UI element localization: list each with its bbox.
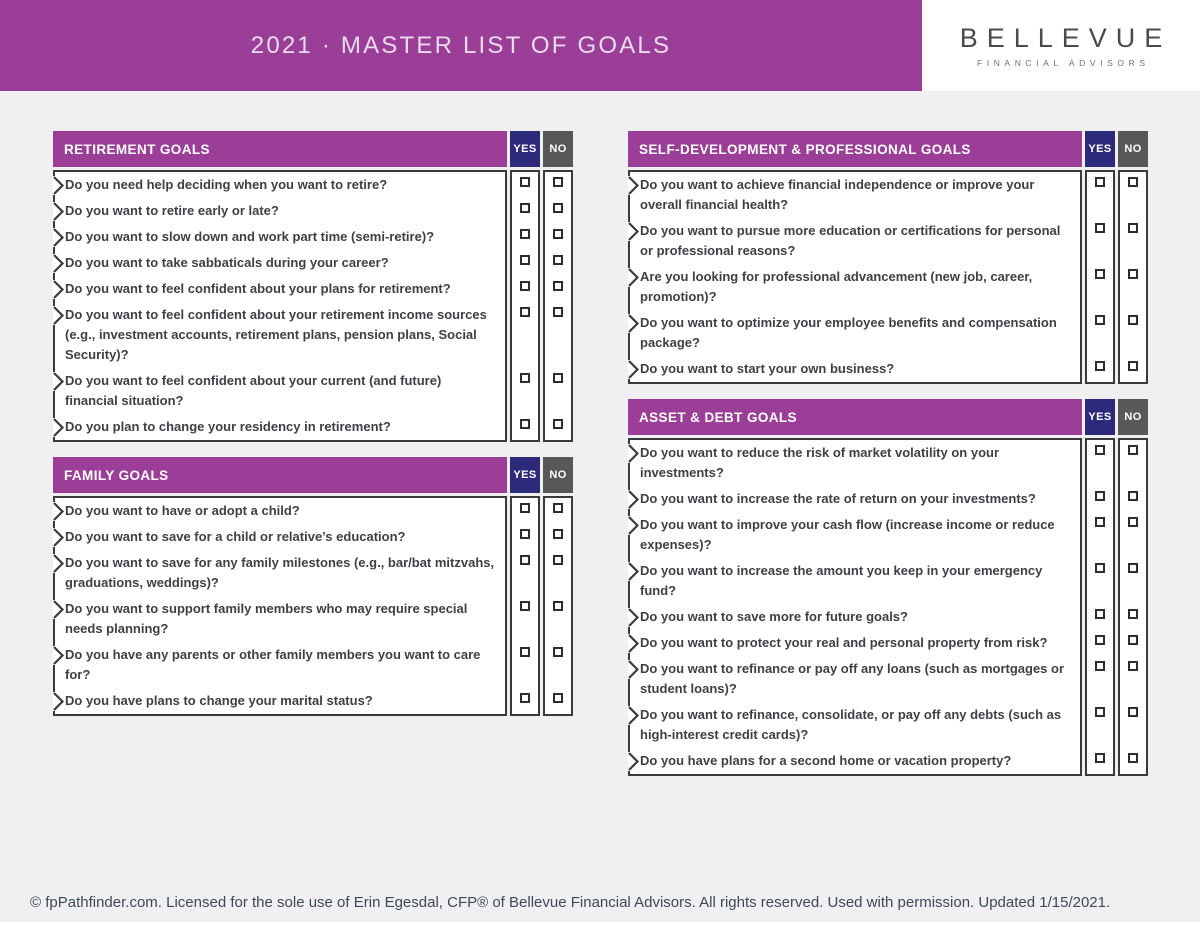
no-cell bbox=[1118, 264, 1148, 310]
yes-checkbox[interactable] bbox=[520, 307, 530, 317]
question-text bbox=[53, 414, 507, 442]
yes-cell bbox=[510, 596, 540, 642]
question-label: Do you want to optimize your employee benefits and compensation package? bbox=[640, 315, 1057, 350]
yes-checkbox[interactable] bbox=[1095, 707, 1105, 717]
yes-checkbox[interactable] bbox=[520, 229, 530, 239]
question-label: Do you want to save more for future goals? bbox=[640, 609, 908, 624]
chevron-bullet-icon bbox=[628, 222, 640, 241]
no-checkbox[interactable] bbox=[553, 419, 563, 429]
question-text bbox=[53, 276, 507, 302]
question-text bbox=[628, 218, 1082, 264]
no-checkbox[interactable] bbox=[1128, 491, 1138, 501]
question-label: Do you need help deciding when you want to retire? bbox=[65, 177, 388, 192]
no-cell bbox=[1118, 218, 1148, 264]
chevron-bullet-icon bbox=[628, 314, 640, 333]
no-checkbox[interactable] bbox=[1128, 361, 1138, 371]
question-text bbox=[628, 604, 1082, 630]
yes-column-header: YES bbox=[510, 131, 540, 167]
yes-checkbox[interactable] bbox=[1095, 315, 1105, 325]
no-checkbox[interactable] bbox=[553, 229, 563, 239]
question-label: Do you have plans for a second home or vacation property? bbox=[640, 753, 1012, 768]
no-checkbox[interactable] bbox=[1128, 753, 1138, 763]
yes-cell bbox=[1085, 702, 1115, 748]
chevron-bullet-icon bbox=[628, 176, 640, 195]
no-cell bbox=[543, 224, 573, 250]
yes-checkbox[interactable] bbox=[520, 693, 530, 703]
yes-cell bbox=[510, 276, 540, 302]
brand-logo-tagline: FINANCIAL ADVISORS bbox=[976, 58, 1150, 68]
yes-checkbox[interactable] bbox=[1095, 269, 1105, 279]
yes-cell bbox=[510, 414, 540, 442]
question-text bbox=[53, 688, 507, 716]
yes-cell bbox=[510, 302, 540, 368]
yes-cell bbox=[1085, 218, 1115, 264]
no-checkbox[interactable] bbox=[1128, 445, 1138, 455]
yes-checkbox[interactable] bbox=[520, 373, 530, 383]
yes-cell bbox=[1085, 356, 1115, 384]
yes-cell bbox=[510, 368, 540, 414]
left-column bbox=[53, 131, 573, 776]
no-cell bbox=[543, 368, 573, 414]
section-header bbox=[628, 131, 1148, 167]
chevron-bullet-icon bbox=[628, 608, 640, 627]
chevron-bullet-icon bbox=[53, 692, 65, 711]
yes-checkbox[interactable] bbox=[1095, 753, 1105, 763]
section-header bbox=[53, 131, 573, 167]
no-column-header: NO bbox=[1118, 399, 1148, 435]
yes-cell bbox=[1085, 170, 1115, 218]
yes-column-header: YES bbox=[1085, 131, 1115, 167]
question-label: Do you want to feel confident about your current (and future) financial situation? bbox=[65, 373, 442, 408]
brand-logo bbox=[922, 0, 1200, 91]
question-label: Do you want to save for any family milestones (e.g., bar/bat mitzvahs, graduations, weddings)? bbox=[65, 555, 495, 590]
no-cell bbox=[1118, 512, 1148, 558]
no-checkbox[interactable] bbox=[553, 693, 563, 703]
question-label: Do you want to improve your cash flow (increase income or reduce expenses)? bbox=[640, 517, 1055, 552]
yes-cell bbox=[510, 224, 540, 250]
yes-checkbox[interactable] bbox=[1095, 661, 1105, 671]
yes-cell bbox=[1085, 310, 1115, 356]
no-cell bbox=[1118, 438, 1148, 486]
no-cell bbox=[543, 550, 573, 596]
no-cell bbox=[543, 496, 573, 524]
yes-checkbox[interactable] bbox=[520, 601, 530, 611]
yes-checkbox[interactable] bbox=[520, 281, 530, 291]
question-label: Do you want to slow down and work part time (semi-retire)? bbox=[65, 229, 435, 244]
question-label: Do you want to refinance or pay off any loans (such as mortgages or student loans)? bbox=[640, 661, 1065, 696]
yes-checkbox[interactable] bbox=[1095, 491, 1105, 501]
no-cell bbox=[1118, 310, 1148, 356]
no-column-header: NO bbox=[543, 131, 573, 167]
question-label: Do you have any parents or other family members you want to care for? bbox=[65, 647, 481, 682]
goal-section bbox=[628, 131, 1148, 384]
yes-cell bbox=[1085, 512, 1115, 558]
question-text bbox=[628, 310, 1082, 356]
no-cell bbox=[543, 414, 573, 442]
chevron-bullet-icon bbox=[628, 706, 640, 725]
yes-cell bbox=[510, 496, 540, 524]
yes-checkbox[interactable] bbox=[520, 647, 530, 657]
question-text bbox=[628, 512, 1082, 558]
question-text bbox=[53, 642, 507, 688]
right-column bbox=[628, 131, 1148, 776]
yes-cell bbox=[510, 642, 540, 688]
yes-cell bbox=[1085, 748, 1115, 776]
no-checkbox[interactable] bbox=[553, 281, 563, 291]
yes-cell bbox=[1085, 264, 1115, 310]
question-label: Do you want to increase the amount you keep in your emergency fund? bbox=[640, 563, 1043, 598]
yes-checkbox[interactable] bbox=[1095, 445, 1105, 455]
chevron-bullet-icon bbox=[53, 418, 65, 437]
no-checkbox[interactable] bbox=[1128, 635, 1138, 645]
question-label: Do you want to protect your real and personal property from risk? bbox=[640, 635, 1048, 650]
question-label: Do you want to take sabbaticals during your career? bbox=[65, 255, 389, 270]
question-text bbox=[628, 356, 1082, 384]
no-checkbox[interactable] bbox=[1128, 315, 1138, 325]
no-cell bbox=[543, 170, 573, 198]
chevron-bullet-icon bbox=[628, 660, 640, 679]
question-text bbox=[53, 302, 507, 368]
no-cell bbox=[543, 250, 573, 276]
bottom-margin-strip bbox=[0, 922, 1200, 931]
no-checkbox[interactable] bbox=[1128, 661, 1138, 671]
question-label: Do you want to retire early or late? bbox=[65, 203, 279, 218]
question-text bbox=[628, 558, 1082, 604]
question-text bbox=[628, 264, 1082, 310]
no-checkbox[interactable] bbox=[553, 647, 563, 657]
yes-cell bbox=[510, 688, 540, 716]
yes-checkbox[interactable] bbox=[520, 203, 530, 213]
question-label: Do you want to reduce the risk of market volatility on your investments? bbox=[640, 445, 1000, 480]
no-checkbox[interactable] bbox=[553, 203, 563, 213]
section-body bbox=[53, 496, 573, 716]
yes-checkbox[interactable] bbox=[1095, 517, 1105, 527]
no-cell bbox=[1118, 702, 1148, 748]
no-checkbox[interactable] bbox=[1128, 223, 1138, 233]
no-checkbox[interactable] bbox=[1128, 269, 1138, 279]
no-cell bbox=[1118, 170, 1148, 218]
copyright-footer: © fpPathfinder.com. Licensed for the sole use of Erin Egesdal, CFP® of Bellevue Financial Advisors. All rights reserved. Used with permission. Updated 1/15/2021. bbox=[30, 894, 1111, 911]
yes-cell bbox=[1085, 486, 1115, 512]
yes-cell bbox=[510, 250, 540, 276]
section-title: ASSET & DEBT GOALS bbox=[628, 399, 1082, 435]
question-label: Are you looking for professional advancement (new job, career, promotion)? bbox=[640, 269, 1033, 304]
yes-checkbox[interactable] bbox=[520, 255, 530, 265]
yes-checkbox[interactable] bbox=[520, 503, 530, 513]
chevron-bullet-icon bbox=[53, 600, 65, 619]
question-text bbox=[628, 438, 1082, 486]
brand-logo-name: BELLEVUE bbox=[959, 23, 1172, 53]
no-cell bbox=[1118, 604, 1148, 630]
no-checkbox[interactable] bbox=[553, 601, 563, 611]
yes-column-header: YES bbox=[510, 457, 540, 493]
no-cell bbox=[543, 596, 573, 642]
question-text bbox=[53, 550, 507, 596]
question-label: Do you want to achieve financial independence or improve your overall financial health? bbox=[640, 177, 1035, 212]
question-label: Do you want to refinance, consolidate, or pay off any debts (such as high-interest credit cards)? bbox=[640, 707, 1062, 742]
chevron-bullet-icon bbox=[53, 254, 65, 273]
chevron-bullet-icon bbox=[53, 528, 65, 547]
question-text bbox=[628, 630, 1082, 656]
chevron-bullet-icon bbox=[628, 562, 640, 581]
question-label: Do you plan to change your residency in retirement? bbox=[65, 419, 391, 434]
no-cell bbox=[543, 276, 573, 302]
no-checkbox[interactable] bbox=[553, 307, 563, 317]
yes-checkbox[interactable] bbox=[520, 177, 530, 187]
chevron-bullet-icon bbox=[53, 176, 65, 195]
question-text bbox=[53, 250, 507, 276]
chevron-bullet-icon bbox=[628, 360, 640, 379]
no-checkbox[interactable] bbox=[1128, 177, 1138, 187]
goal-section bbox=[53, 457, 573, 716]
yes-cell bbox=[1085, 438, 1115, 486]
yes-checkbox[interactable] bbox=[1095, 223, 1105, 233]
yes-cell bbox=[1085, 558, 1115, 604]
question-text bbox=[53, 224, 507, 250]
question-text bbox=[53, 170, 507, 198]
no-cell bbox=[543, 302, 573, 368]
page-title: 2021 · MASTER LIST OF GOALS bbox=[250, 32, 672, 59]
no-cell bbox=[543, 198, 573, 224]
chevron-bullet-icon bbox=[628, 516, 640, 535]
section-header bbox=[628, 399, 1148, 435]
no-cell bbox=[543, 524, 573, 550]
no-cell bbox=[1118, 748, 1148, 776]
question-text bbox=[628, 702, 1082, 748]
no-cell bbox=[1118, 558, 1148, 604]
yes-checkbox[interactable] bbox=[520, 529, 530, 539]
yes-cell bbox=[510, 198, 540, 224]
no-checkbox[interactable] bbox=[553, 529, 563, 539]
question-text bbox=[628, 486, 1082, 512]
no-checkbox[interactable] bbox=[553, 177, 563, 187]
yes-cell bbox=[1085, 630, 1115, 656]
question-text bbox=[53, 524, 507, 550]
question-label: Do you want to increase the rate of return on your investments? bbox=[640, 491, 1036, 506]
chevron-bullet-icon bbox=[53, 228, 65, 247]
chevron-bullet-icon bbox=[53, 372, 65, 391]
no-checkbox[interactable] bbox=[553, 503, 563, 513]
question-label: Do you want to save for a child or relative’s education? bbox=[65, 529, 406, 544]
question-label: Do you want to feel confident about your plans for retirement? bbox=[65, 281, 451, 296]
chevron-bullet-icon bbox=[53, 502, 65, 521]
yes-cell bbox=[1085, 604, 1115, 630]
section-body bbox=[53, 170, 573, 442]
no-cell bbox=[1118, 630, 1148, 656]
no-checkbox[interactable] bbox=[1128, 609, 1138, 619]
chevron-bullet-icon bbox=[53, 202, 65, 221]
header-banner bbox=[0, 0, 922, 91]
question-text bbox=[53, 368, 507, 414]
yes-checkbox[interactable] bbox=[1095, 563, 1105, 573]
question-label: Do you want to start your own business? bbox=[640, 361, 895, 376]
question-label: Do you have plans to change your marital status? bbox=[65, 693, 373, 708]
yes-checkbox[interactable] bbox=[1095, 361, 1105, 371]
chevron-bullet-icon bbox=[53, 646, 65, 665]
no-cell bbox=[1118, 656, 1148, 702]
goal-section bbox=[53, 131, 573, 442]
content-area bbox=[0, 91, 1200, 776]
chevron-bullet-icon bbox=[628, 490, 640, 509]
question-text bbox=[628, 748, 1082, 776]
question-label: Do you want to feel confident about your retirement income sources (e.g., investment accounts, retirement plans, pension plans, Social Security)? bbox=[65, 307, 487, 362]
header-row bbox=[0, 0, 1200, 91]
question-text bbox=[628, 170, 1082, 218]
question-text bbox=[53, 596, 507, 642]
section-body bbox=[628, 438, 1148, 776]
chevron-bullet-icon bbox=[628, 752, 640, 771]
no-cell bbox=[1118, 356, 1148, 384]
yes-cell bbox=[510, 170, 540, 198]
section-header bbox=[53, 457, 573, 493]
chevron-bullet-icon bbox=[628, 268, 640, 287]
no-cell bbox=[543, 642, 573, 688]
yes-cell bbox=[510, 524, 540, 550]
no-checkbox[interactable] bbox=[553, 255, 563, 265]
question-label: Do you want to pursue more education or certifications for personal or professional reasons? bbox=[640, 223, 1061, 258]
question-text bbox=[53, 496, 507, 524]
no-column-header: NO bbox=[543, 457, 573, 493]
no-column-header: NO bbox=[1118, 131, 1148, 167]
yes-column-header: YES bbox=[1085, 399, 1115, 435]
section-body bbox=[628, 170, 1148, 384]
yes-checkbox[interactable] bbox=[1095, 609, 1105, 619]
yes-checkbox[interactable] bbox=[1095, 177, 1105, 187]
chevron-bullet-icon bbox=[628, 444, 640, 463]
no-checkbox[interactable] bbox=[1128, 517, 1138, 527]
yes-cell bbox=[1085, 656, 1115, 702]
no-checkbox[interactable] bbox=[553, 373, 563, 383]
section-title: FAMILY GOALS bbox=[53, 457, 507, 493]
chevron-bullet-icon bbox=[53, 306, 65, 325]
yes-cell bbox=[510, 550, 540, 596]
chevron-bullet-icon bbox=[628, 634, 640, 653]
goal-section bbox=[628, 399, 1148, 776]
chevron-bullet-icon bbox=[53, 280, 65, 299]
no-checkbox[interactable] bbox=[1128, 707, 1138, 717]
no-cell bbox=[543, 688, 573, 716]
chevron-bullet-icon bbox=[53, 554, 65, 573]
yes-checkbox[interactable] bbox=[520, 555, 530, 565]
question-label: Do you want to support family members who may require special needs planning? bbox=[65, 601, 468, 636]
no-cell bbox=[1118, 486, 1148, 512]
section-title: RETIREMENT GOALS bbox=[53, 131, 507, 167]
no-checkbox[interactable] bbox=[553, 555, 563, 565]
question-text bbox=[53, 198, 507, 224]
no-checkbox[interactable] bbox=[1128, 563, 1138, 573]
yes-checkbox[interactable] bbox=[520, 419, 530, 429]
section-title: SELF-DEVELOPMENT & PROFESSIONAL GOALS bbox=[628, 131, 1082, 167]
question-label: Do you want to have or adopt a child? bbox=[65, 503, 300, 518]
question-text bbox=[628, 656, 1082, 702]
yes-checkbox[interactable] bbox=[1095, 635, 1105, 645]
